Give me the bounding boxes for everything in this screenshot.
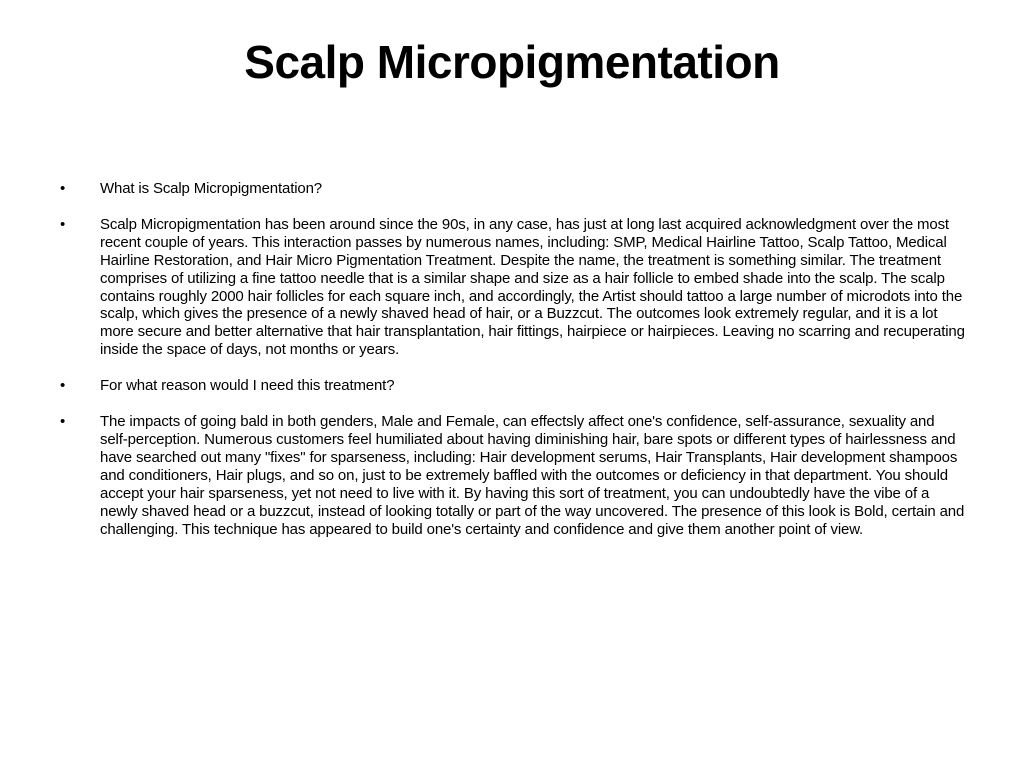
bullet-icon: • — [60, 180, 66, 197]
bullet-item-why-question — [60, 377, 965, 395]
bullet-icon: • — [60, 377, 66, 395]
bullet-text: What is Scalp Micropigmentation? — [100, 180, 322, 197]
bullet-text: Scalp Micropigmentation has been around since the 90s, in any case, has just at long last acquired acknowledgment over the most recent couple of years. This interaction passes by numerous names, including: SMP, Medical Hairline Tattoo, Scalp Tattoo, Medical Hairline Restoration, and Hair Micro Pigmentation Treatment. Despite the name, the treatment is something similar. The treatment comprises of utilizing a fine tattoo needle that is a similar shape and size as a hair follicle to embed shade into the scalp. The scalp contains roughly 2000 hair follicles for each square inch, and accordingly, the Artist should tattoo a large number of microdots into the scalp, which gives the presence of a newly shaved head of hair, or a Buzzcut. The outcomes look extremely regular, and it is a lot more secure and better alternative that hair transplantation, hair fittings, hairpiece or hairpieces. Leaving no scarring and recuperating inside the space of days, not months or years. — [100, 215, 965, 359]
bullet-text: The impacts of going bald in both genders, Male and Female, can effectsly affect one's confidence, self-assurance, sexuality and self-perception. Numerous customers feel humiliated about having diminishing hair, bare spots or different types of hairlessness and have searched out many "fixes" for sparseness, including: Hair development serums, Hair Transplants, Hair development shampoos and conditioners, Hair plugs, and so on, just to be extremely baffled with the outcomes or deficiency in that department. You should accept your hair sparseness, yet not need to live with it. By having this sort of treatment, you can undoubtedly have the vibe of a newly shaved head or a buzzcut, instead of looking totally or part of the way uncovered. The presence of this look is Bold, certain and challenging. This technique has appeared to build one's certainty and confidence and give them another point of view. — [100, 413, 965, 538]
bullet-icon: • — [60, 413, 66, 431]
bullet-item-impacts — [60, 413, 965, 538]
bullet-item-description — [60, 216, 965, 359]
bullet-list — [60, 180, 965, 556]
bullet-icon: • — [60, 215, 66, 233]
slide-title: Scalp Micropigmentation — [244, 36, 780, 88]
bullet-text: For what reason would I need this treatment? — [100, 377, 395, 395]
bullet-item-what-is — [60, 180, 965, 198]
